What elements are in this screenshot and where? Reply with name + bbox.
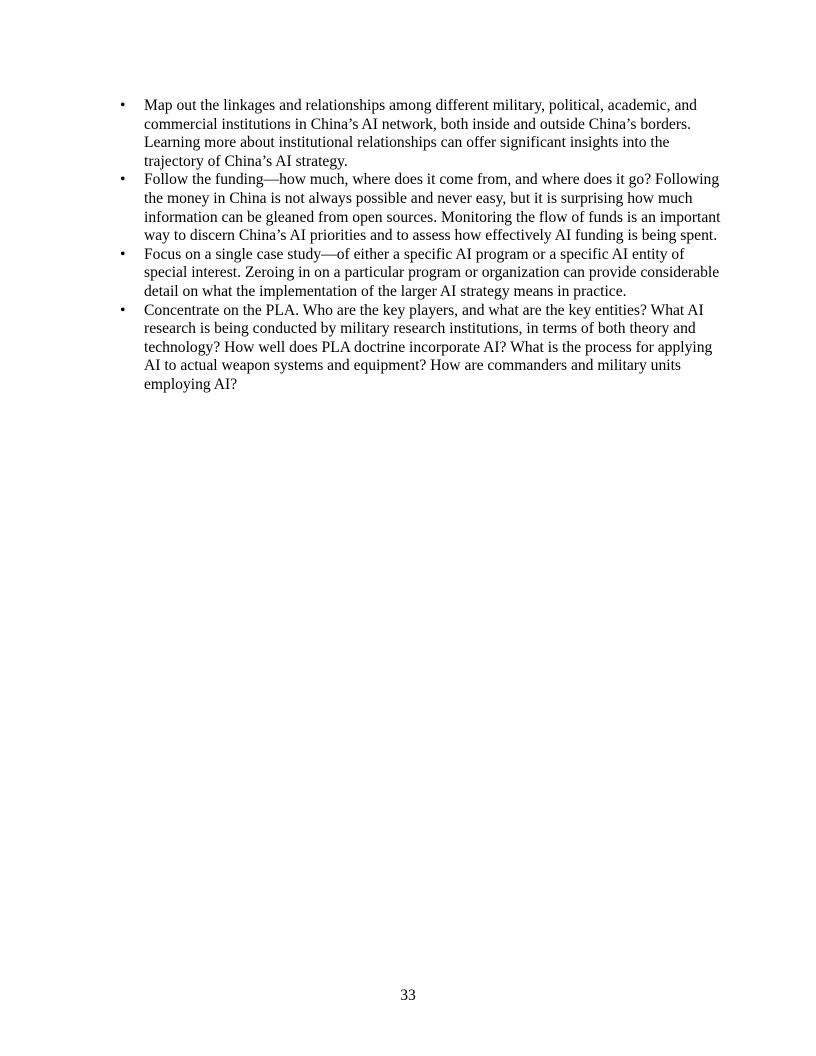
bullet-text: Follow the funding—how much, where does it come from, and where does it go? Following the money in China is not always possible and never easy, but it is surprising how much information can be gleaned from open sources. Monitoring the flow of funds is an important way to discern China’s AI priorities and to assess how effectively AI funding is being spent. xyxy=(144,171,721,245)
bullet-icon: • xyxy=(120,245,126,263)
bullet-icon: • xyxy=(120,97,126,114)
bullet-text: Concentrate on the PLA. Who are the key players, and what are the key entities? What AI research is being conducted by military research institutions, in terms of both theory and technology? How well does PLA doctrine incorporate AI? What is the process for applying AI to actual weapon systems and equipment? How are commanders and military units employing AI? xyxy=(144,301,713,393)
bullet-icon: • xyxy=(120,171,126,189)
bullet-text: Map out the linkages and relationships among different military, political, academic, and commercial institutions in China’s AI network, both inside and outside China’s borders. Learning more about institutional relationships can offer significant insights into the trajectory of China’s AI strategy. xyxy=(144,97,697,170)
bullet-item-follow-funding xyxy=(120,171,730,245)
bullet-item-pla-focus xyxy=(120,302,730,395)
bullet-item-case-study xyxy=(120,246,730,302)
recommendations-bullet-list xyxy=(120,97,730,395)
page-number: 33 xyxy=(400,987,416,1004)
bullet-icon: • xyxy=(120,301,126,319)
bullet-text: Focus on a single case study—of either a specific AI program or a specific AI entity of special interest. Zeroing in on a particular program or organization can provide considerable detail on what the implementation of the larger AI strategy means in practice. xyxy=(144,245,720,300)
bullet-item-institutional-linkages xyxy=(120,97,730,171)
